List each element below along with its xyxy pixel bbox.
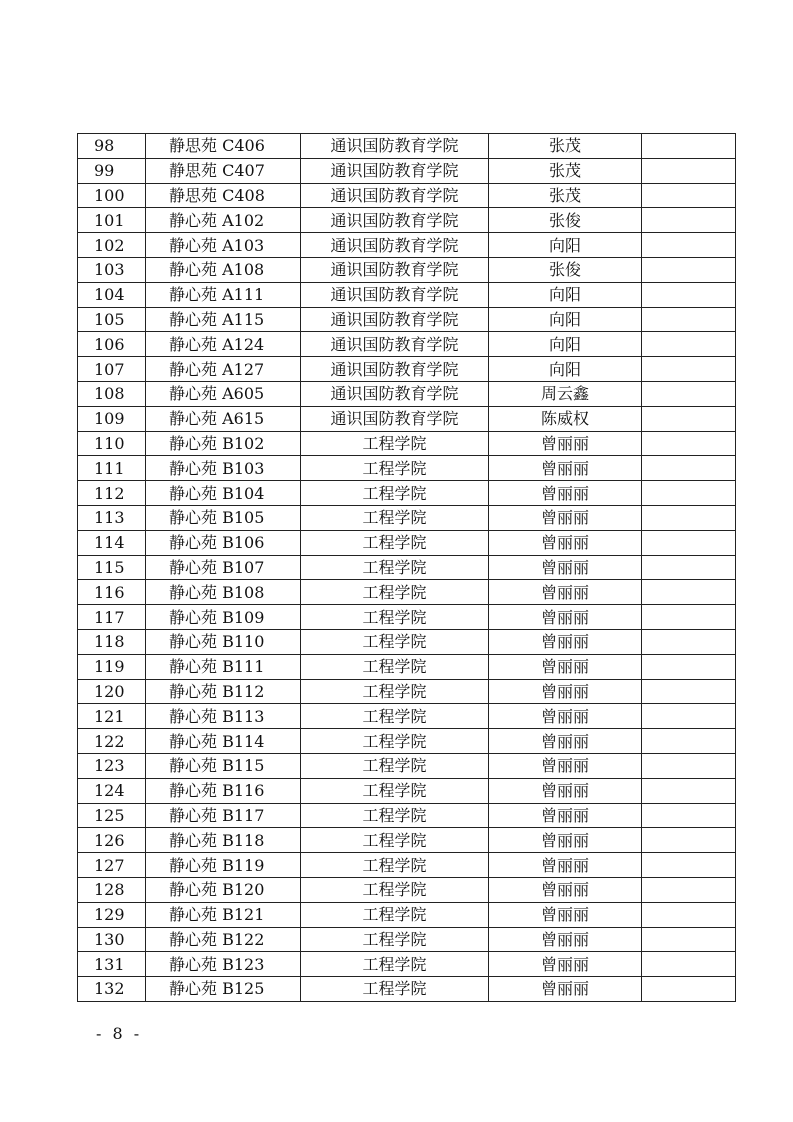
contact-person-cell: 曾丽丽	[489, 778, 642, 803]
table-row	[78, 927, 736, 952]
table-row	[78, 902, 736, 927]
college-cell: 工程学院	[301, 729, 489, 754]
college-cell: 通识国防教育学院	[301, 158, 489, 183]
table-row	[78, 183, 736, 208]
remarks-cell	[642, 654, 736, 679]
contact-person-cell: 张俊	[489, 208, 642, 233]
table-row	[78, 605, 736, 630]
row-number-cell: 100	[78, 183, 146, 208]
remarks-cell	[642, 679, 736, 704]
table-row	[78, 729, 736, 754]
row-number-cell: 121	[78, 704, 146, 729]
row-number-cell: 107	[78, 357, 146, 382]
room-cell: 静心苑 B119	[146, 853, 301, 878]
room-cell: 静心苑 B102	[146, 431, 301, 456]
remarks-cell	[642, 877, 736, 902]
contact-person-cell: 曾丽丽	[489, 753, 642, 778]
college-cell: 工程学院	[301, 605, 489, 630]
table-row	[78, 977, 736, 1002]
page-number: - 8 -	[96, 1024, 143, 1043]
row-number-cell: 114	[78, 530, 146, 555]
room-cell: 静心苑 B113	[146, 704, 301, 729]
row-number-cell: 119	[78, 654, 146, 679]
table-row	[78, 877, 736, 902]
room-cell: 静心苑 B105	[146, 505, 301, 530]
contact-person-cell: 张俊	[489, 257, 642, 282]
table-row	[78, 952, 736, 977]
room-cell: 静心苑 A615	[146, 406, 301, 431]
contact-person-cell: 周云鑫	[489, 381, 642, 406]
room-cell: 静心苑 A111	[146, 282, 301, 307]
row-number-cell: 106	[78, 332, 146, 357]
college-cell: 通识国防教育学院	[301, 282, 489, 307]
table-row	[78, 406, 736, 431]
contact-person-cell: 向阳	[489, 307, 642, 332]
row-number-cell: 127	[78, 853, 146, 878]
table-row	[78, 307, 736, 332]
remarks-cell	[642, 753, 736, 778]
row-number-cell: 98	[78, 134, 146, 159]
room-cell: 静心苑 B123	[146, 952, 301, 977]
remarks-cell	[642, 927, 736, 952]
college-cell: 工程学院	[301, 952, 489, 977]
room-cell: 静心苑 A115	[146, 307, 301, 332]
row-number-cell: 118	[78, 629, 146, 654]
row-number-cell: 117	[78, 605, 146, 630]
room-cell: 静心苑 B125	[146, 977, 301, 1002]
college-cell: 工程学院	[301, 530, 489, 555]
college-cell: 通识国防教育学院	[301, 183, 489, 208]
row-number-cell: 126	[78, 828, 146, 853]
room-cell: 静心苑 B107	[146, 555, 301, 580]
college-cell: 通识国防教育学院	[301, 208, 489, 233]
table-row	[78, 629, 736, 654]
row-number-cell: 113	[78, 505, 146, 530]
table-body	[78, 134, 736, 1002]
remarks-cell	[642, 778, 736, 803]
contact-person-cell: 曾丽丽	[489, 828, 642, 853]
remarks-cell	[642, 282, 736, 307]
contact-person-cell: 曾丽丽	[489, 456, 642, 481]
table-row	[78, 431, 736, 456]
remarks-cell	[642, 456, 736, 481]
room-cell: 静心苑 B104	[146, 481, 301, 506]
table-row	[78, 282, 736, 307]
remarks-cell	[642, 257, 736, 282]
contact-person-cell: 曾丽丽	[489, 481, 642, 506]
contact-person-cell: 曾丽丽	[489, 853, 642, 878]
room-assignment-table	[77, 133, 736, 1002]
room-cell: 静思苑 C406	[146, 134, 301, 159]
room-cell: 静心苑 B115	[146, 753, 301, 778]
room-cell: 静心苑 A108	[146, 257, 301, 282]
row-number-cell: 132	[78, 977, 146, 1002]
remarks-cell	[642, 729, 736, 754]
row-number-cell: 112	[78, 481, 146, 506]
remarks-cell	[642, 481, 736, 506]
room-cell: 静心苑 B117	[146, 803, 301, 828]
contact-person-cell: 曾丽丽	[489, 555, 642, 580]
room-cell: 静思苑 C407	[146, 158, 301, 183]
contact-person-cell: 曾丽丽	[489, 431, 642, 456]
row-number-cell: 130	[78, 927, 146, 952]
college-cell: 工程学院	[301, 505, 489, 530]
room-cell: 静心苑 A124	[146, 332, 301, 357]
contact-person-cell: 向阳	[489, 233, 642, 258]
row-number-cell: 116	[78, 580, 146, 605]
contact-person-cell: 曾丽丽	[489, 679, 642, 704]
contact-person-cell: 曾丽丽	[489, 977, 642, 1002]
remarks-cell	[642, 952, 736, 977]
contact-person-cell: 向阳	[489, 282, 642, 307]
contact-person-cell: 张茂	[489, 158, 642, 183]
contact-person-cell: 曾丽丽	[489, 704, 642, 729]
row-number-cell: 131	[78, 952, 146, 977]
remarks-cell	[642, 134, 736, 159]
table-row	[78, 828, 736, 853]
row-number-cell: 122	[78, 729, 146, 754]
remarks-cell	[642, 183, 736, 208]
college-cell: 工程学院	[301, 654, 489, 679]
table-row	[78, 158, 736, 183]
row-number-cell: 108	[78, 381, 146, 406]
row-number-cell: 129	[78, 902, 146, 927]
remarks-cell	[642, 431, 736, 456]
row-number-cell: 123	[78, 753, 146, 778]
row-number-cell: 103	[78, 257, 146, 282]
remarks-cell	[642, 629, 736, 654]
table-row	[78, 530, 736, 555]
remarks-cell	[642, 828, 736, 853]
table-row	[78, 481, 736, 506]
table-row	[78, 555, 736, 580]
remarks-cell	[642, 505, 736, 530]
remarks-cell	[642, 357, 736, 382]
room-cell: 静心苑 B112	[146, 679, 301, 704]
college-cell: 通识国防教育学院	[301, 257, 489, 282]
table-row	[78, 679, 736, 704]
contact-person-cell: 曾丽丽	[489, 729, 642, 754]
college-cell: 工程学院	[301, 481, 489, 506]
remarks-cell	[642, 580, 736, 605]
room-cell: 静心苑 A127	[146, 357, 301, 382]
contact-person-cell: 曾丽丽	[489, 505, 642, 530]
room-cell: 静心苑 B116	[146, 778, 301, 803]
contact-person-cell: 曾丽丽	[489, 654, 642, 679]
college-cell: 工程学院	[301, 629, 489, 654]
table-row	[78, 505, 736, 530]
contact-person-cell: 张茂	[489, 183, 642, 208]
contact-person-cell: 曾丽丽	[489, 580, 642, 605]
table-row	[78, 357, 736, 382]
row-number-cell: 110	[78, 431, 146, 456]
remarks-cell	[642, 902, 736, 927]
contact-person-cell: 曾丽丽	[489, 952, 642, 977]
contact-person-cell: 陈威权	[489, 406, 642, 431]
table-row	[78, 803, 736, 828]
contact-person-cell: 曾丽丽	[489, 877, 642, 902]
college-cell: 工程学院	[301, 679, 489, 704]
table-row	[78, 753, 736, 778]
room-cell: 静心苑 A605	[146, 381, 301, 406]
college-cell: 通识国防教育学院	[301, 381, 489, 406]
college-cell: 工程学院	[301, 456, 489, 481]
college-cell: 工程学院	[301, 902, 489, 927]
remarks-cell	[642, 381, 736, 406]
table-row	[78, 778, 736, 803]
table-row	[78, 332, 736, 357]
contact-person-cell: 曾丽丽	[489, 605, 642, 630]
college-cell: 工程学院	[301, 431, 489, 456]
college-cell: 通识国防教育学院	[301, 233, 489, 258]
room-cell: 静心苑 B109	[146, 605, 301, 630]
row-number-cell: 104	[78, 282, 146, 307]
remarks-cell	[642, 208, 736, 233]
remarks-cell	[642, 605, 736, 630]
room-cell: 静心苑 B118	[146, 828, 301, 853]
room-cell: 静思苑 C408	[146, 183, 301, 208]
table-row	[78, 704, 736, 729]
contact-person-cell: 曾丽丽	[489, 629, 642, 654]
remarks-cell	[642, 803, 736, 828]
row-number-cell: 105	[78, 307, 146, 332]
remarks-cell	[642, 977, 736, 1002]
table-row	[78, 208, 736, 233]
row-number-cell: 111	[78, 456, 146, 481]
table-row	[78, 381, 736, 406]
row-number-cell: 120	[78, 679, 146, 704]
remarks-cell	[642, 853, 736, 878]
remarks-cell	[642, 332, 736, 357]
contact-person-cell: 曾丽丽	[489, 803, 642, 828]
college-cell: 工程学院	[301, 877, 489, 902]
table-row	[78, 580, 736, 605]
room-cell: 静心苑 B108	[146, 580, 301, 605]
room-cell: 静心苑 B106	[146, 530, 301, 555]
row-number-cell: 99	[78, 158, 146, 183]
table-row	[78, 134, 736, 159]
college-cell: 工程学院	[301, 704, 489, 729]
row-number-cell: 102	[78, 233, 146, 258]
table-row	[78, 456, 736, 481]
table-row	[78, 654, 736, 679]
contact-person-cell: 向阳	[489, 357, 642, 382]
college-cell: 工程学院	[301, 753, 489, 778]
table-row	[78, 853, 736, 878]
college-cell: 通识国防教育学院	[301, 307, 489, 332]
college-cell: 通识国防教育学院	[301, 406, 489, 431]
room-cell: 静心苑 B110	[146, 629, 301, 654]
college-cell: 工程学院	[301, 977, 489, 1002]
remarks-cell	[642, 704, 736, 729]
table-row	[78, 233, 736, 258]
remarks-cell	[642, 406, 736, 431]
contact-person-cell: 曾丽丽	[489, 927, 642, 952]
college-cell: 通识国防教育学院	[301, 332, 489, 357]
college-cell: 工程学院	[301, 555, 489, 580]
row-number-cell: 125	[78, 803, 146, 828]
room-cell: 静心苑 B121	[146, 902, 301, 927]
row-number-cell: 128	[78, 877, 146, 902]
college-cell: 工程学院	[301, 927, 489, 952]
remarks-cell	[642, 158, 736, 183]
row-number-cell: 101	[78, 208, 146, 233]
contact-person-cell: 向阳	[489, 332, 642, 357]
college-cell: 工程学院	[301, 853, 489, 878]
remarks-cell	[642, 307, 736, 332]
room-cell: 静心苑 B120	[146, 877, 301, 902]
row-number-cell: 124	[78, 778, 146, 803]
room-cell: 静心苑 A103	[146, 233, 301, 258]
room-cell: 静心苑 B103	[146, 456, 301, 481]
college-cell: 通识国防教育学院	[301, 134, 489, 159]
room-cell: 静心苑 B122	[146, 927, 301, 952]
college-cell: 通识国防教育学院	[301, 357, 489, 382]
room-cell: 静心苑 A102	[146, 208, 301, 233]
remarks-cell	[642, 233, 736, 258]
college-cell: 工程学院	[301, 580, 489, 605]
remarks-cell	[642, 530, 736, 555]
college-cell: 工程学院	[301, 828, 489, 853]
room-cell: 静心苑 B114	[146, 729, 301, 754]
row-number-cell: 115	[78, 555, 146, 580]
remarks-cell	[642, 555, 736, 580]
contact-person-cell: 张茂	[489, 134, 642, 159]
contact-person-cell: 曾丽丽	[489, 530, 642, 555]
table-row	[78, 257, 736, 282]
college-cell: 工程学院	[301, 778, 489, 803]
college-cell: 工程学院	[301, 803, 489, 828]
room-cell: 静心苑 B111	[146, 654, 301, 679]
row-number-cell: 109	[78, 406, 146, 431]
contact-person-cell: 曾丽丽	[489, 902, 642, 927]
